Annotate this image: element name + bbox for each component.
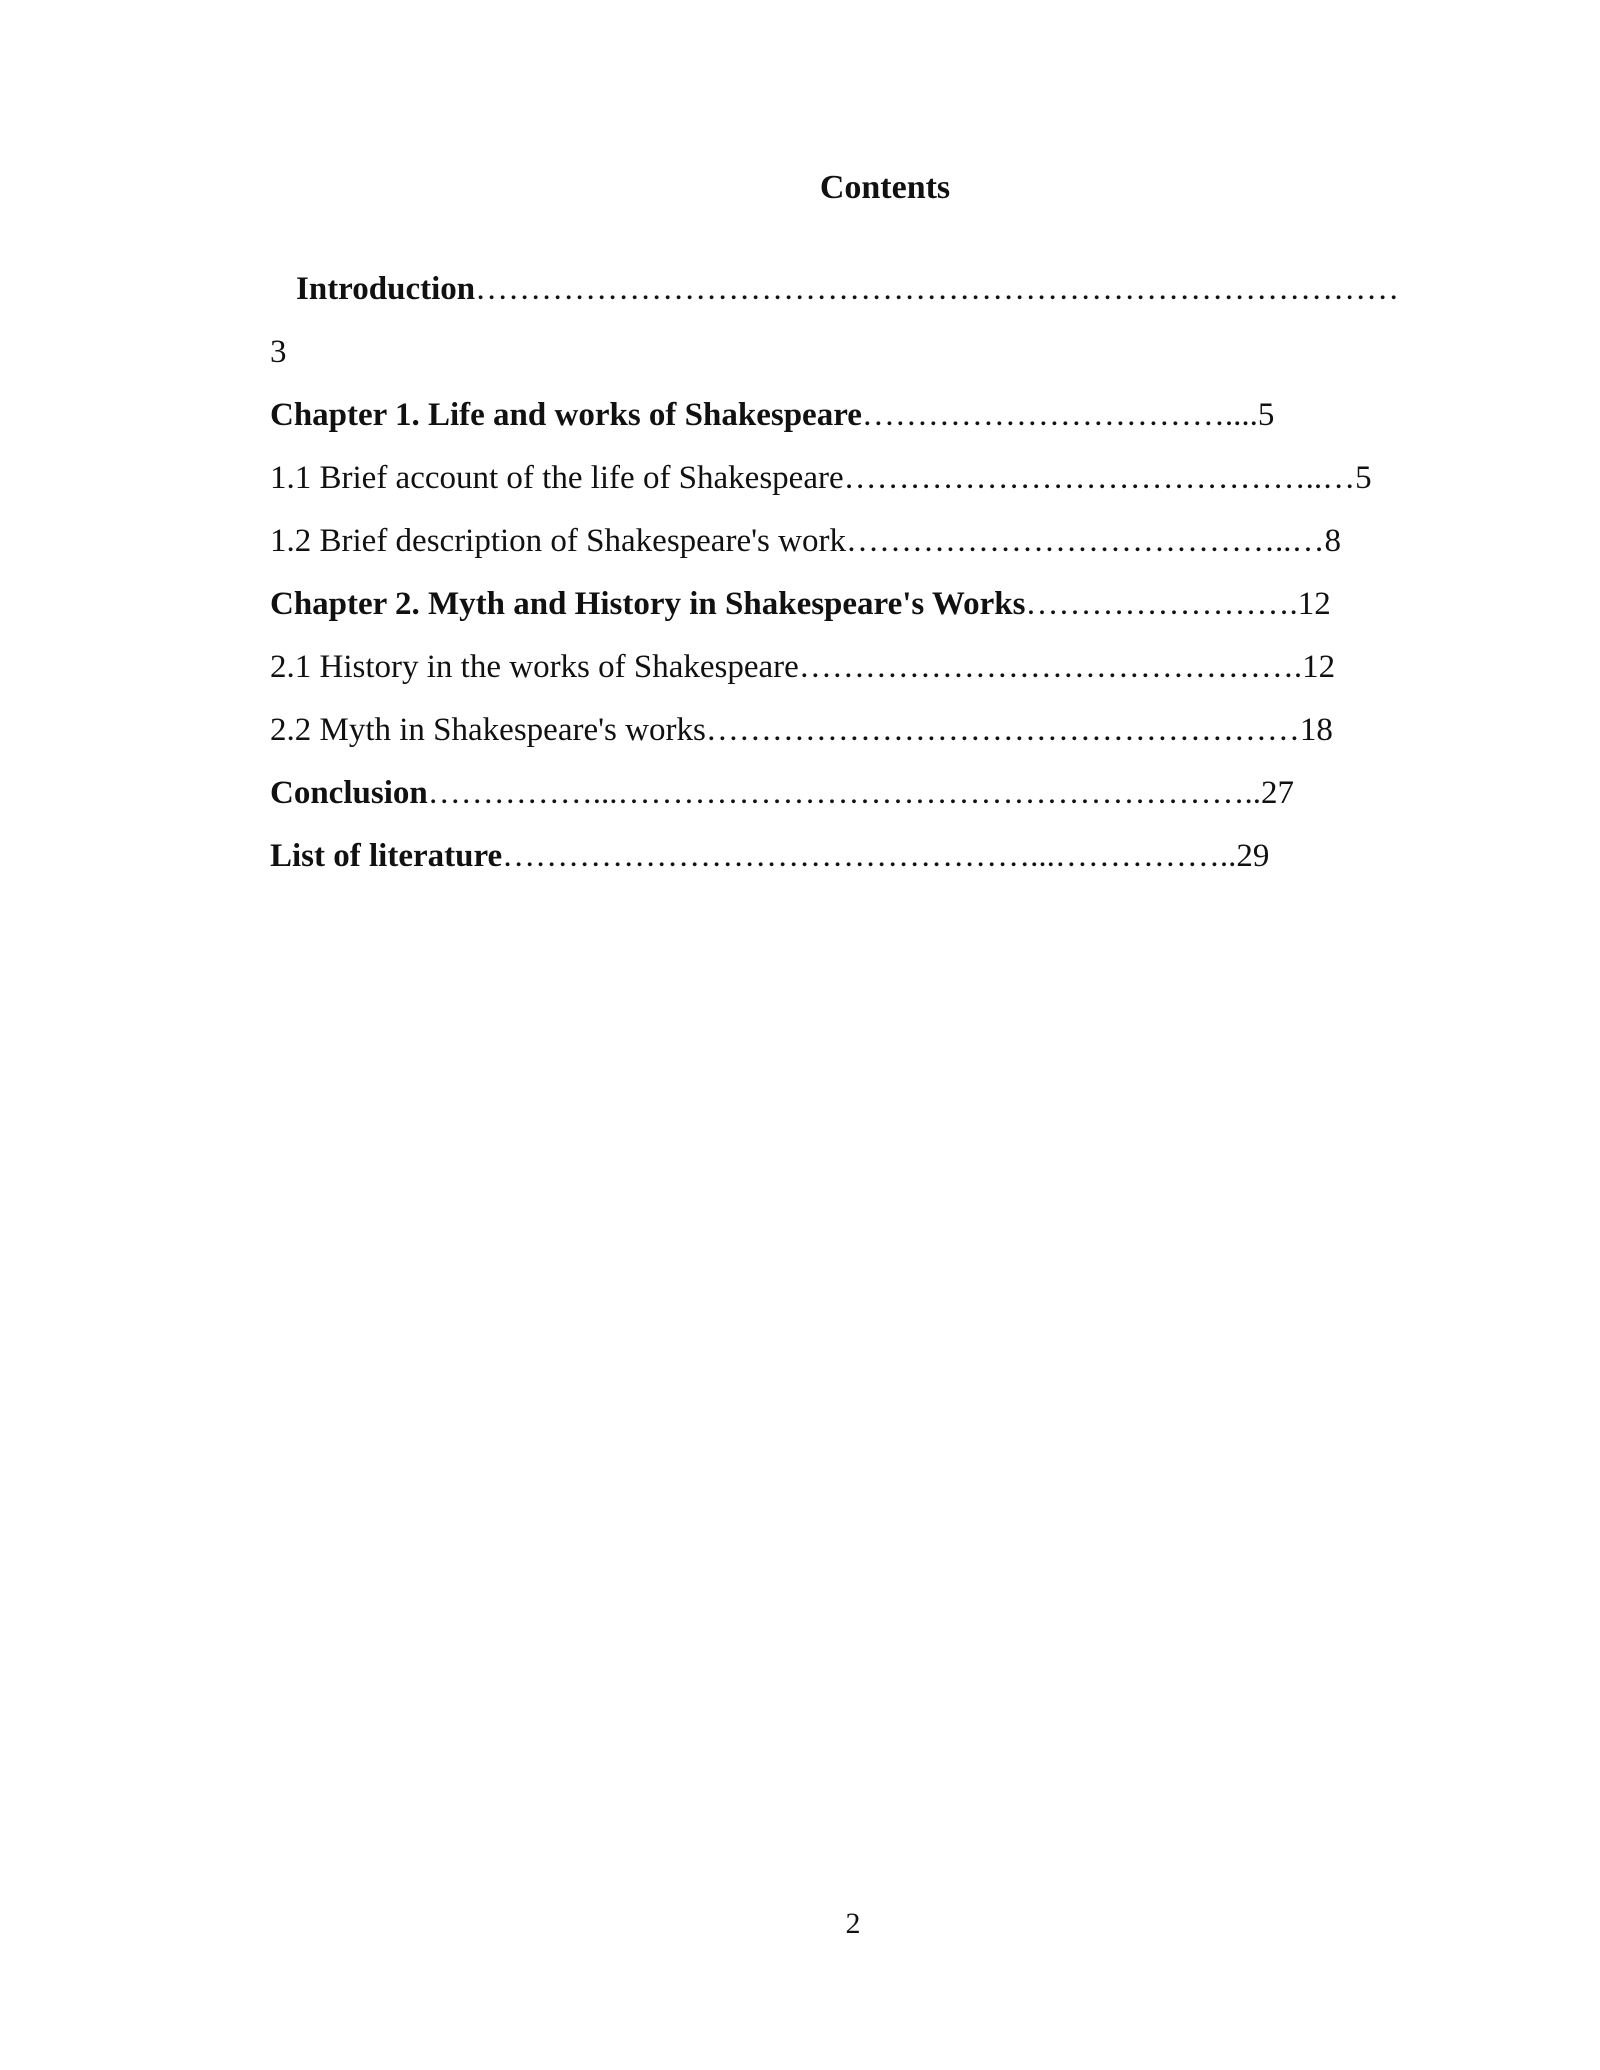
toc-entry-label: 1.2 Brief description of Shakespeare's work <box>270 523 846 559</box>
toc-entry-label: 2.1 History in the works of Shakespeare <box>270 649 799 685</box>
toc-entry-label: Introduction <box>296 271 476 307</box>
toc-entry-label: Chapter 2. Myth and History in Shakespeare's Works <box>270 586 1026 622</box>
toc-entry-leader: ………………………………………………18 <box>705 712 1333 748</box>
toc-entry-chapter-2 <box>270 573 1490 636</box>
toc-entry-page-number: 3 <box>270 334 287 370</box>
toc-entry-label: List of literature <box>270 838 503 874</box>
page-number: 2 <box>845 1907 861 1940</box>
table-of-contents <box>270 258 1490 888</box>
toc-entry-section-1-2 <box>270 510 1490 573</box>
toc-entry-section-2-1 <box>270 636 1490 699</box>
toc-entry-introduction <box>270 258 1490 321</box>
toc-entry-label: Conclusion <box>270 775 428 811</box>
toc-entry-leader: …………………………………..…8 <box>845 523 1341 559</box>
toc-entry-leader: ……………………………………….12 <box>798 649 1336 685</box>
toc-entry-label: 2.2 Myth in Shakespeare's works <box>270 712 706 748</box>
toc-entry-section-2-2 <box>270 699 1490 762</box>
toc-entry-label: 1.1 Brief account of the life of Shakespeare <box>270 460 844 496</box>
toc-entry-section-1-1 <box>270 447 1490 510</box>
toc-entry-label: Chapter 1. Life and works of Shakespeare <box>270 397 862 433</box>
toc-entry-list-of-literature <box>270 825 1490 888</box>
toc-entry-leader: ……………………………………..…5 <box>843 460 1372 496</box>
toc-entry-leader: …………………………………………...……………..29 <box>502 838 1270 874</box>
toc-entry-leader: …………………….12 <box>1025 586 1331 622</box>
toc-entry-leader: ……………………………....5 <box>861 397 1275 433</box>
toc-entry-conclusion <box>270 762 1490 825</box>
toc-entry-introduction-page <box>270 321 1490 384</box>
toc-entry-leader: ……………...…………………………………………………..27 <box>427 775 1294 811</box>
page-title: Contents <box>819 169 951 206</box>
toc-entry-leader: ………………………………………………………………………… <box>475 271 1400 307</box>
toc-entry-chapter-1 <box>270 384 1490 447</box>
